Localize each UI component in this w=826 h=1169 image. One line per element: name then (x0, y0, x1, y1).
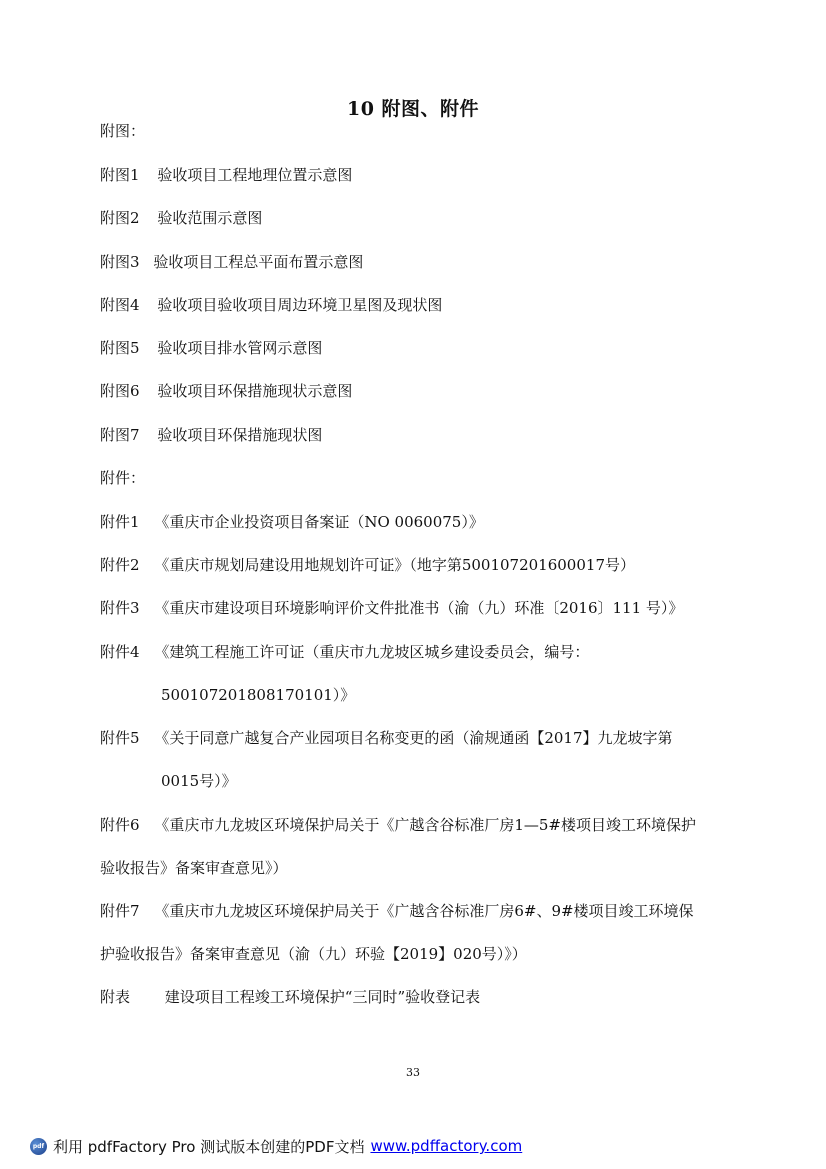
figure-item-2 (100, 209, 262, 227)
attachment-item-5 (100, 729, 673, 747)
schedule-label: 附表 (100, 988, 131, 1006)
figure-item-3 (100, 253, 363, 271)
figure-text: 验收项目工程总平面布置示意图 (153, 253, 364, 271)
attachment-item-6 (100, 816, 696, 834)
figure-item-5 (100, 339, 322, 357)
attachment-item-4-continuation: 500107201808170101）》 (161, 686, 356, 704)
figure-label: 附图5 (100, 339, 140, 357)
attachment-text: 《建筑工程施工许可证（重庆市九龙坡区城乡建设委员会，编号： (154, 643, 590, 661)
attachment-text: 《重庆市建设项目环境影响评价文件批准书（渝（九）环准〔2016〕111 号）》 (154, 599, 684, 617)
figure-text: 验收范围示意图 (157, 209, 263, 227)
schedule-text: 建设项目工程竣工环境保护“三同时”验收登记表 (164, 988, 481, 1006)
attachment-item-1 (100, 513, 484, 531)
footer-link[interactable]: www.pdffactory.com (370, 1137, 523, 1155)
attachment-item-4 (100, 643, 589, 661)
figure-item-6 (100, 382, 352, 400)
figure-label: 附图2 (100, 209, 140, 227)
section-title: 10 附图、附件 (346, 98, 480, 120)
figures-heading: 附图： (100, 122, 146, 140)
attachment-text: 《重庆市九龙坡区环境保护局关于《广越含谷标准厂房1—5#楼项目竣工环境保护 (154, 816, 696, 834)
pdf-watermark-footer (30, 1135, 522, 1157)
attachment-text: 《重庆市规划局建设用地规划许可证》（地字第500107201600017号） (154, 556, 635, 574)
attachment-item-7 (100, 902, 694, 920)
page-number: 33 (406, 1066, 420, 1079)
attachment-label: 附件4 (100, 643, 140, 661)
attachment-text: 《重庆市九龙坡区环境保护局关于《广越含谷标准厂房6#、9#楼项目竣工环境保 (154, 902, 694, 920)
attachment-label: 附件1 (100, 513, 140, 531)
attachment-label: 附件5 (100, 729, 140, 747)
figure-item-4 (100, 296, 442, 314)
schedule-item (100, 988, 480, 1006)
figure-item-1 (100, 166, 352, 184)
attachment-label: 附件2 (100, 556, 140, 574)
attachment-label: 附件6 (100, 816, 140, 834)
figure-text: 验收项目环保措施现状示意图 (157, 382, 353, 400)
footer-text: 利用 pdfFactory Pro 测试版本创建的PDF文档 (53, 1137, 365, 1156)
figure-text: 验收项目环保措施现状图 (157, 426, 323, 444)
attachments-heading: 附件： (100, 469, 146, 487)
attachment-text: 《重庆市企业投资项目备案证（NO 0060075）》 (154, 513, 484, 531)
pdffactory-logo-icon: pdf (30, 1138, 47, 1155)
attachment-label: 附件3 (100, 599, 140, 617)
figure-label: 附图6 (100, 382, 140, 400)
attachment-item-3 (100, 599, 683, 617)
figure-label: 附图4 (100, 296, 140, 314)
attachment-item-2 (100, 556, 635, 574)
figure-label: 附图3 (100, 253, 140, 271)
figure-text: 验收项目排水管网示意图 (157, 339, 323, 357)
attachment-item-7-continuation: 护验收报告》备案审查意见（渝（九）环验【2019】020号）》） (100, 945, 527, 963)
attachment-item-5-continuation: 0015号）》 (161, 772, 237, 790)
figure-label: 附图7 (100, 426, 140, 444)
figure-text: 验收项目工程地理位置示意图 (157, 166, 353, 184)
figure-label: 附图1 (100, 166, 140, 184)
figure-item-7 (100, 426, 322, 444)
attachment-item-6-continuation: 验收报告》备案审查意见》） (100, 859, 288, 877)
attachment-label: 附件7 (100, 902, 140, 920)
attachment-text: 《关于同意广越复合产业园项目名称变更的函（渝规通函【2017】九龙坡字第 (154, 729, 673, 747)
figure-text: 验收项目验收项目周边环境卫星图及现状图 (157, 296, 443, 314)
